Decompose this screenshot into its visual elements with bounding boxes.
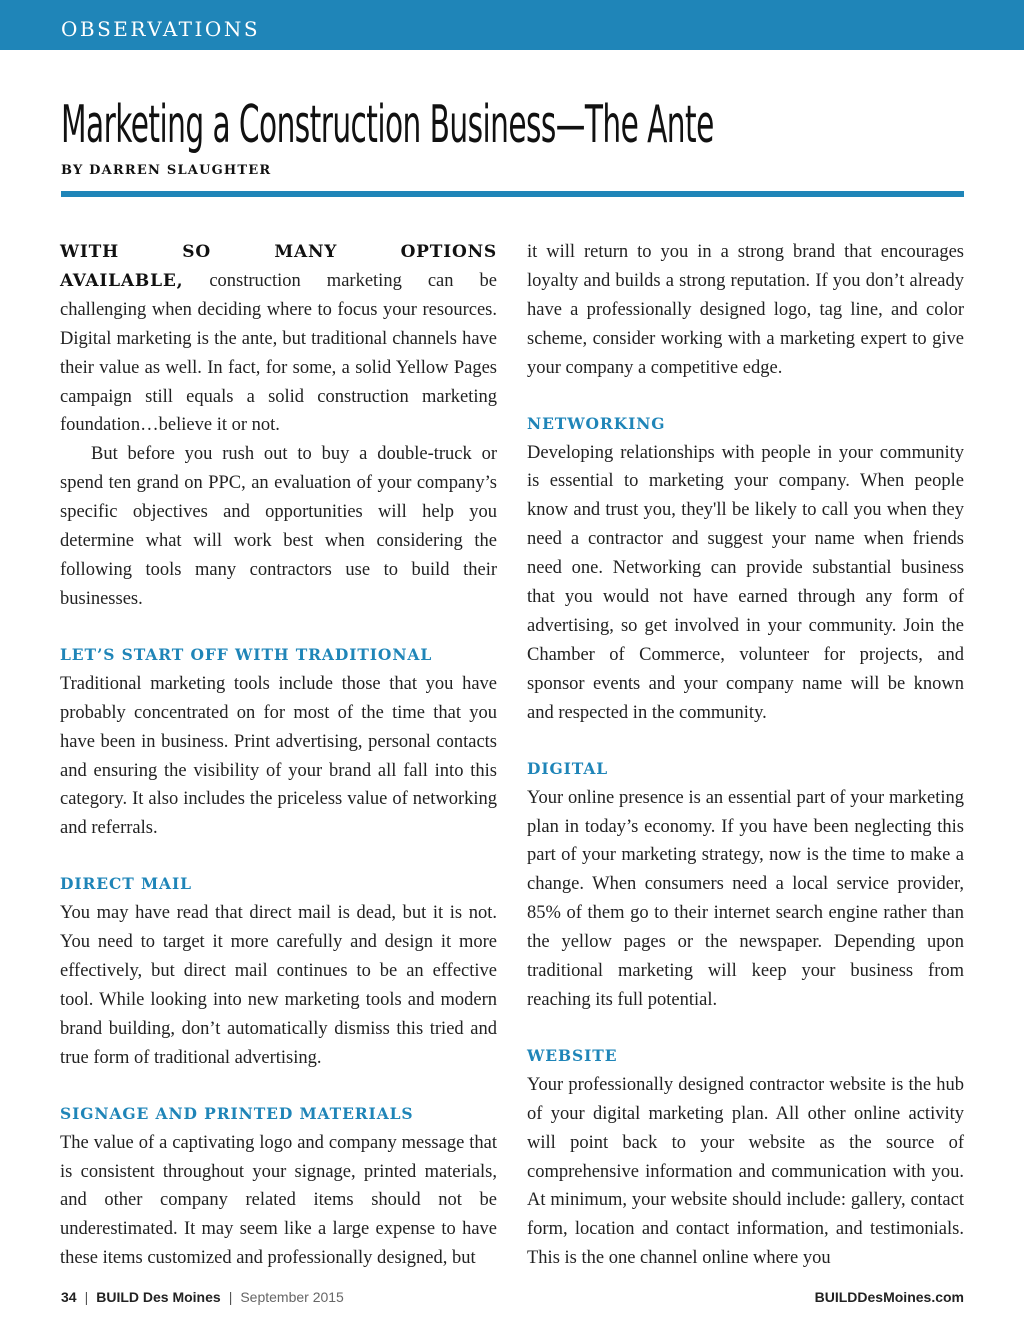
website-heading: WEBSITE <box>527 1045 618 1065</box>
intro-text: construction marketing can be challenging when deciding where to focus your resources. Digital marketing is the ante, but traditional channels have their value as well. In fact, for some, a solid Yellow Pages campaign still equals a solid construction marketing foundation…believe it or not. <box>60 270 497 436</box>
intro-lead: WITH SO MANY OPTIONS AVAILABLE, <box>60 242 497 291</box>
article-title: Marketing a Construction Business—The Ante <box>61 95 714 155</box>
signage-body: The value of a captivating logo and company message that is consistent throughout your signage, printed materials, and other company related items should not be underestimated. It may seem like a large expense to have these items customized and professionally designed, but <box>60 1132 497 1269</box>
article-column-right <box>527 238 964 1273</box>
signage-heading: SIGNAGE AND PRINTED MATERIALS <box>60 1103 414 1123</box>
website-url[interactable]: BUILDDesMoines.com <box>814 1289 964 1305</box>
page-number: 34 <box>61 1289 77 1305</box>
footer-separator: | <box>84 1289 89 1305</box>
website-body: Your professionally designed contractor website is the hub of your digital marketing plan. All other online activity will point back to your website as the source of comprehensive information and communication with you. At minimum, your website should include: gallery, contact form, location and contact information, and testimonials. This is the one channel online where you <box>527 1074 964 1269</box>
article-column-left <box>60 238 497 1273</box>
signage-body-continued: it will return to you in a strong brand that encourages loyalty and builds a strong reputation. If you don’t already have a professionally designed logo, tag line, and color scheme, consider working with a marketing expert to give your company a competitive edge. <box>527 242 964 378</box>
intro-paragraph-2: But before you rush out to buy a double-truck or spend ten grand on PPC, an evaluation of your company’s specific objectives and opportunities will help you determine what will work best when considering the following tools many contractors use to build their businesses. <box>60 444 497 609</box>
footer-separator: | <box>228 1289 233 1305</box>
page-footer <box>61 1287 964 1307</box>
traditional-body: Traditional marketing tools include those that you have probably concentrated on for most of the time that you have been in business. Print advertising, personal contacts and ensuring the visibility of your brand all fall into this category. It also includes the priceless value of networking and referrals. <box>60 673 497 839</box>
direct-mail-body: You may have read that direct mail is dead, but it is not. You need to target it more carefully and design it more effectively, but direct mail continues to be an effective tool. While looking into new marketing tools and modern brand building, don’t automatically dismiss this tried and true form of traditional advertising. <box>60 903 497 1068</box>
magazine-name: BUILD Des Moines <box>96 1289 221 1305</box>
networking-body: Developing relationships with people in your community is essential to marketing your company. When people know and trust you, they'll be likely to call you when they need a contractor and suggest your name when friends need one. Networking can provide substantial business that you would not have earned through any form of advertising, so get involved in your community. Join the Chamber of Commerce, volunteer for projects, and sponsor events and your company name will be known and respected in the community. <box>527 442 964 723</box>
digital-body: Your online presence is an essential part of your marketing plan in today’s economy. If you have been neglecting this part of your marketing strategy, now is the time to make a change. When consumers need a local service provider, 85% of them go to their internet search engine rather than the yellow pages or the newspaper. Depending upon traditional marketing will keep your business from reaching its full potential. <box>527 787 964 1010</box>
direct-mail-heading: DIRECT MAIL <box>60 874 192 894</box>
issue-date: September 2015 <box>240 1289 344 1305</box>
article-byline: BY DARREN SLAUGHTER <box>61 163 272 178</box>
networking-heading: NETWORKING <box>527 413 666 433</box>
intro-paragraph <box>60 238 497 440</box>
title-divider <box>61 191 964 197</box>
section-label: OBSERVATIONS <box>61 17 261 41</box>
digital-heading: DIGITAL <box>527 758 609 778</box>
traditional-heading: LET’S START OFF WITH TRADITIONAL <box>60 644 433 664</box>
section-header-bar <box>0 0 1024 50</box>
